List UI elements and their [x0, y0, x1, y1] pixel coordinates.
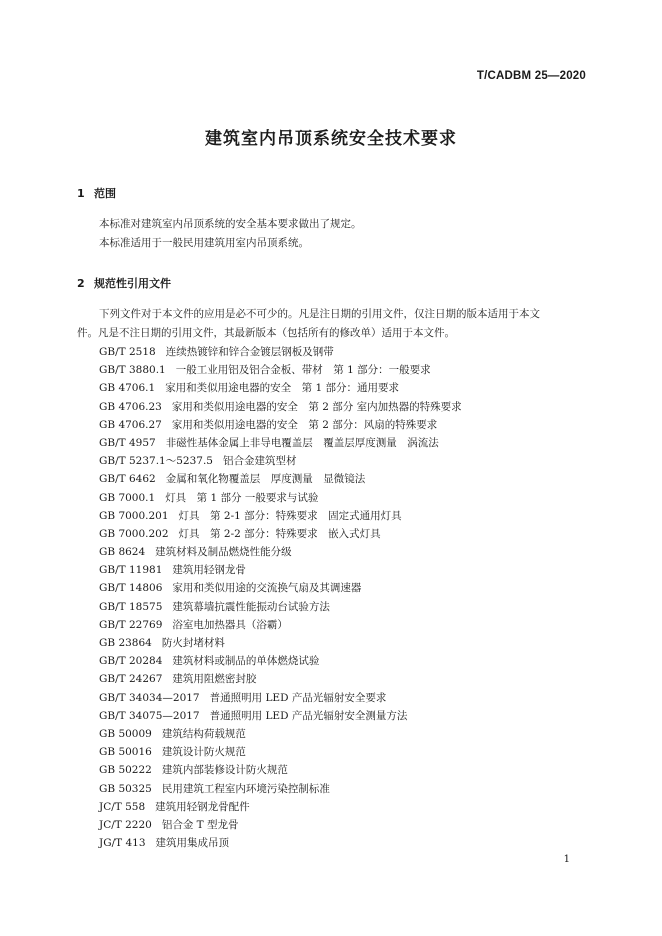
section-2-number: 2 — [77, 277, 85, 290]
reference-item — [99, 543, 462, 561]
reference-code: JC/T 558 — [99, 800, 146, 813]
reference-title: 建筑用轻钢龙骨 — [172, 564, 246, 577]
reference-title: 灯具 第 1 部分 一般要求与试验 — [165, 491, 319, 504]
reference-code: GB 4706.1 — [99, 382, 156, 395]
references-intro-line-1: 下列文件对于本文件的应用是必不可少的。凡是注日期的引用文件，仅注日期的版本适用于本文 — [99, 308, 540, 320]
reference-code: GB 50009 — [99, 727, 152, 740]
reference-title: 建筑设计防火规范 — [161, 746, 246, 759]
reference-code: GB 7000.1 — [99, 491, 156, 504]
reference-code: GB/T 3880.1 — [99, 364, 166, 377]
reference-item — [99, 598, 462, 616]
reference-item — [99, 561, 462, 579]
reference-item — [99, 616, 462, 634]
reference-item — [99, 470, 462, 488]
scope-paragraph-1: 本标准对建筑室内吊顶系统的安全基本要求做出了规定。 — [99, 218, 362, 230]
reference-code: GB 7000.201 — [99, 509, 169, 522]
section-1-heading — [77, 185, 116, 201]
reference-item — [99, 707, 462, 725]
reference-code: GB/T 11981 — [99, 564, 163, 577]
reference-code: JC/T 2220 — [99, 818, 152, 831]
reference-title: 建筑结构荷载规范 — [161, 727, 246, 740]
scope-paragraph-2: 本标准适用于一般民用建筑用室内吊顶系统。 — [99, 237, 309, 249]
reference-title: 建筑幕墙抗震性能振动台试验方法 — [172, 600, 330, 613]
reference-title: 家用和类似用途电器的安全 第 2 部分 室内加热器的特殊要求 — [171, 400, 462, 413]
reference-item — [99, 579, 462, 597]
reference-title: 铝合金 T 型龙骨 — [161, 818, 239, 831]
reference-item — [99, 725, 462, 743]
reference-item — [99, 816, 462, 834]
reference-item — [99, 489, 462, 507]
reference-code: JG/T 413 — [99, 837, 146, 850]
reference-code: GB 8624 — [99, 546, 146, 559]
reference-code: GB/T 4957 — [99, 436, 156, 449]
reference-item — [99, 834, 462, 852]
reference-title: 家用和类似用途电器的安全 第 2 部分：风扇的特殊要求 — [171, 418, 438, 431]
section-2-title: 规范性引用文件 — [94, 277, 171, 290]
reference-code: GB/T 34075—2017 — [99, 709, 200, 722]
reference-item — [99, 689, 462, 707]
reference-code: GB 4706.23 — [99, 400, 162, 413]
reference-title: 建筑用集成吊顶 — [155, 837, 230, 850]
reference-title: 建筑用轻钢龙骨配件 — [155, 800, 250, 813]
reference-code: GB 4706.27 — [99, 418, 162, 431]
reference-item — [99, 670, 462, 688]
reference-code: GB 50016 — [99, 746, 152, 759]
standard-code: T/CADBM 25—2020 — [476, 70, 586, 82]
reference-code: GB 7000.202 — [99, 527, 169, 540]
reference-title: 灯具 第 2-2 部分：特殊要求 嵌入式灯具 — [178, 527, 381, 540]
reference-code: GB/T 5237.1～5237.5 — [99, 455, 213, 468]
reference-code: GB/T 6462 — [99, 473, 156, 486]
reference-item — [99, 634, 462, 652]
reference-title: 普通照明用 LED 产品光辐射安全要求 — [209, 691, 387, 704]
reference-item — [99, 343, 462, 361]
section-1-number: 1 — [77, 187, 85, 200]
reference-item — [99, 761, 462, 779]
document-title: 建筑室内吊顶系统安全技术要求 — [205, 129, 457, 149]
reference-title: 金属和氧化物覆盖层 厚度测量 显微镜法 — [165, 473, 366, 486]
reference-code: GB 50222 — [99, 764, 152, 777]
reference-code: GB/T 34034—2017 — [99, 691, 200, 704]
reference-item — [99, 798, 462, 816]
reference-item — [99, 652, 462, 670]
reference-item — [99, 452, 462, 470]
reference-title: 建筑材料及制品燃烧性能分级 — [155, 546, 292, 559]
reference-item — [99, 434, 462, 452]
normative-references-list — [99, 343, 462, 852]
reference-title: 建筑内部装修设计防火规范 — [161, 764, 288, 777]
reference-title: 家用和类似用途的交流换气扇及其调速器 — [172, 582, 362, 595]
reference-code: GB/T 24267 — [99, 673, 163, 686]
reference-code: GB/T 20284 — [99, 655, 163, 668]
reference-title: 建筑材料或制品的单体燃烧试验 — [172, 655, 320, 668]
reference-title: 建筑用阻燃密封胶 — [172, 673, 257, 686]
reference-item — [99, 416, 462, 434]
reference-code: GB/T 18575 — [99, 600, 163, 613]
reference-code: GB/T 2518 — [99, 346, 156, 358]
reference-title: 民用建筑工程室内环境污染控制标准 — [161, 782, 330, 795]
reference-code: GB 23864 — [99, 637, 152, 649]
reference-item — [99, 398, 462, 416]
reference-item — [99, 379, 462, 397]
references-intro-line-2: 件。凡是不注日期的引用文件，其最新版本（包括所有的修改单）适用于本文件。 — [77, 327, 455, 339]
reference-item — [99, 780, 462, 798]
reference-item — [99, 743, 462, 761]
reference-title: 连续热镀锌和锌合金镀层钢板及钢带 — [165, 346, 334, 358]
reference-title: 浴室电加热器具（浴霸） — [172, 618, 288, 631]
reference-title: 一般工业用铝及铝合金板、带材 第 1 部分：一般要求 — [175, 364, 431, 377]
reference-title: 防火封堵材料 — [161, 637, 225, 649]
section-2-heading — [77, 275, 171, 291]
reference-title: 灯具 第 2-1 部分：特殊要求 固定式通用灯具 — [178, 509, 402, 522]
section-1-title: 范围 — [94, 187, 116, 200]
reference-title: 铝合金建筑型材 — [222, 455, 297, 468]
page-number: 1 — [563, 854, 570, 865]
reference-title: 普通照明用 LED 产品光辐射安全测量方法 — [209, 709, 408, 722]
reference-item — [99, 525, 462, 543]
reference-title: 非磁性基体金属上非导电覆盖层 覆盖层厚度测量 涡流法 — [165, 436, 439, 449]
reference-title: 家用和类似用途电器的安全 第 1 部分：通用要求 — [165, 382, 400, 395]
reference-code: GB/T 22769 — [99, 618, 163, 631]
reference-code: GB/T 14806 — [99, 582, 163, 595]
reference-item — [99, 361, 462, 379]
reference-item — [99, 507, 462, 525]
reference-code: GB 50325 — [99, 782, 152, 795]
